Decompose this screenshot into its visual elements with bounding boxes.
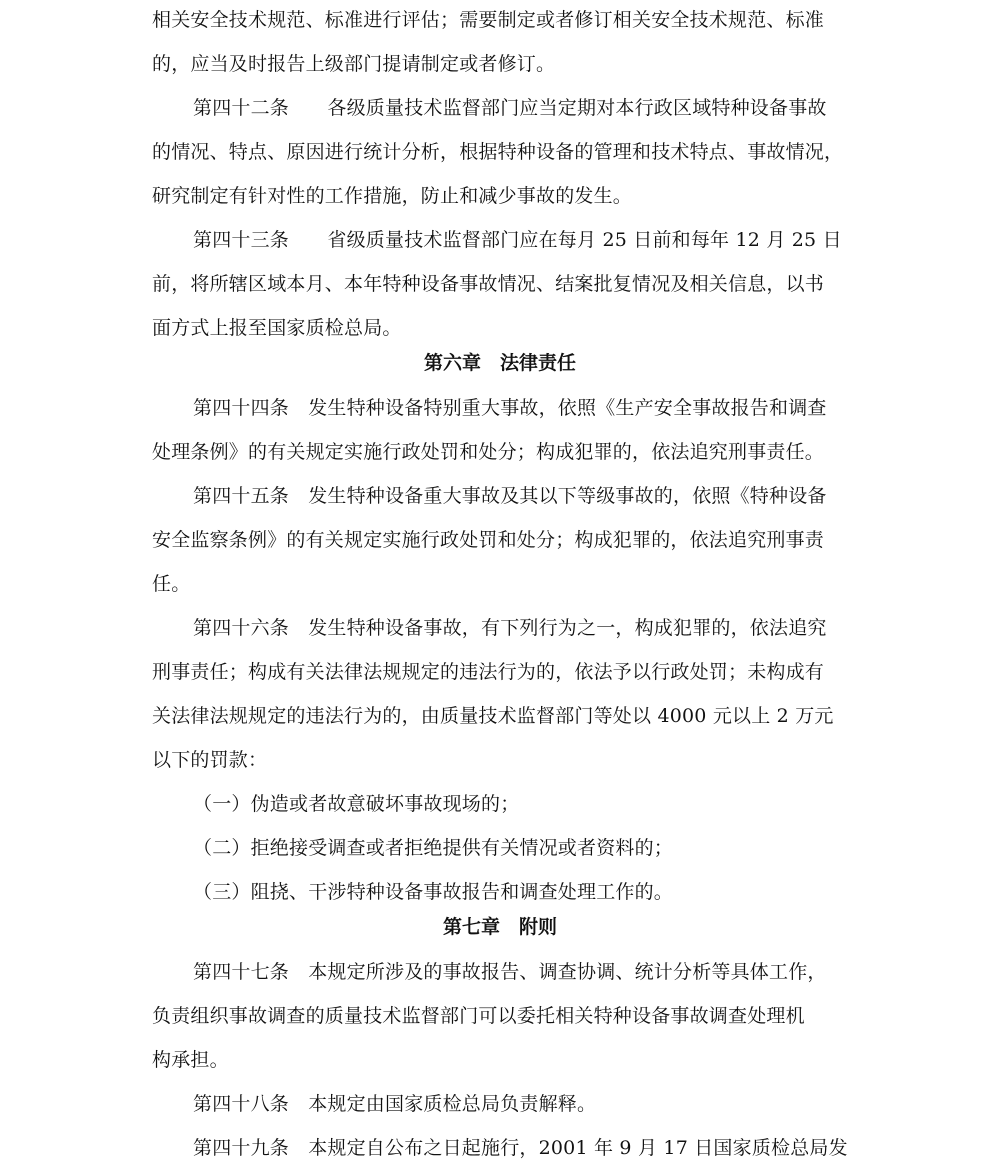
paragraph-line: 任。 — [152, 573, 191, 595]
paragraph-line: 前，将所辖区域本月、本年特种设备事故情况、结案批复情况及相关信息，以书 — [152, 273, 825, 295]
paragraph-line: 安全监察条例》的有关规定实施行政处罚和处分；构成犯罪的，依法追究刑事责 — [152, 529, 825, 551]
paragraph-line: 相关安全技术规范、标准进行评估；需要制定或者修订相关安全技术规范、标准 — [152, 9, 825, 31]
paragraph-line: 面方式上报至国家质检总局。 — [152, 317, 402, 339]
article-48-start: 第四十八条 本规定由国家质检总局负责解释。 — [193, 1093, 597, 1115]
paragraph-line: 的，应当及时报告上级部门提请制定或者修订。 — [152, 53, 556, 75]
article-47-start: 第四十七条 本规定所涉及的事故报告、调查协调、统计分析等具体工作， — [193, 961, 827, 983]
paragraph-line: 的情况、特点、原因进行统计分析，根据特种设备的管理和技术特点、事故情况， — [152, 141, 844, 163]
article-43-start: 第四十三条 省级质量技术监督部门应在每月 25 日前和每年 12 月 25 日 — [193, 229, 842, 251]
paragraph-line: 负责组织事故调查的质量技术监督部门可以委托相关特种设备事故调查处理机 — [152, 1005, 805, 1027]
paragraph-line: 处理条例》的有关规定实施行政处罚和处分；构成犯罪的，依法追究刑事责任。 — [152, 441, 825, 463]
list-item: （一）伪造或者故意破坏事故现场的； — [193, 793, 520, 815]
paragraph-line: 研究制定有针对性的工作措施，防止和减少事故的发生。 — [152, 185, 633, 207]
paragraph-line: 刑事责任；构成有关法律法规规定的违法行为的，依法予以行政处罚；未构成有 — [152, 661, 825, 683]
article-42-start: 第四十二条 各级质量技术监督部门应当定期对本行政区域特种设备事故 — [193, 97, 827, 119]
article-44-start: 第四十四条 发生特种设备特别重大事故，依照《生产安全事故报告和调查 — [193, 397, 827, 419]
article-45-start: 第四十五条 发生特种设备重大事故及其以下等级事故的，依照《特种设备 — [193, 485, 827, 507]
paragraph-line: 关法律法规规定的违法行为的，由质量技术监督部门等处以 4000 元以上 2 万元 — [152, 705, 834, 727]
list-item: （三）阻挠、干涉特种设备事故报告和调查处理工作的。 — [193, 881, 674, 903]
paragraph-line: 以下的罚款： — [152, 749, 268, 771]
list-item: （二）拒绝接受调查或者拒绝提供有关情况或者资料的； — [193, 837, 674, 859]
chapter-7-heading: 第七章 附则 — [442, 916, 557, 938]
chapter-6-heading: 第六章 法律责任 — [423, 352, 576, 374]
article-46-start: 第四十六条 发生特种设备事故，有下列行为之一，构成犯罪的，依法追究 — [193, 617, 827, 639]
article-49-start: 第四十九条 本规定自公布之日起施行，2001 年 9 月 17 日国家质检总局发 — [193, 1137, 848, 1159]
paragraph-line: 构承担。 — [152, 1049, 229, 1071]
